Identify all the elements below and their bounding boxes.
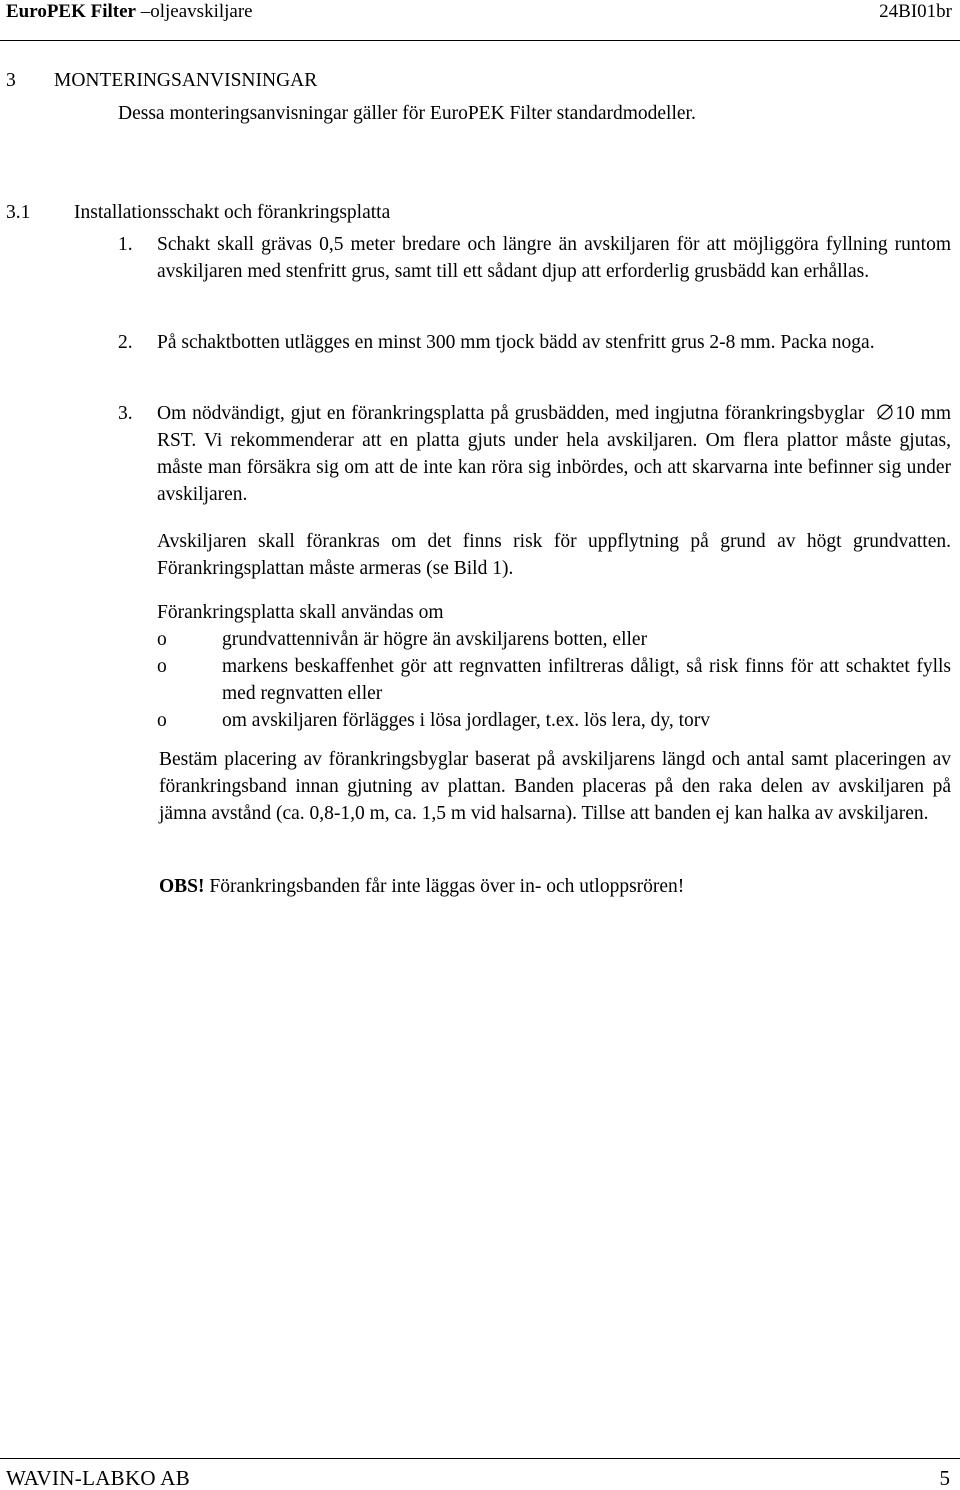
note-label: OBS!	[159, 876, 205, 897]
note	[159, 873, 684, 900]
footer-company: WAVIN-LABKO AB	[6, 1466, 191, 1490]
header-title-subtitle: –oljeavskiljare	[136, 1, 253, 22]
step-3-text-before: Om nödvändigt, gjut en förankringsplatta på grusbädden, med ingjutna förankringsbyglar	[157, 403, 871, 424]
footer-page-number: 5	[939, 1466, 950, 1490]
page-header	[0, 0, 960, 41]
anchor-usage-item: markens beskaffenhet gör att regnvatten infiltreras dåligt, så risk finns för att schaktet fylls med regnvatten eller	[222, 656, 951, 704]
step-2-number: 2.	[118, 332, 133, 353]
paragraph-placement: Bestäm placering av förankringsbyglar baserat på avskiljarens längd och antal samt placeringen av förankringsband innan gjutning av plattan. Banden placeras på den raka delen av avskiljaren på jämna avstånd (ca. 0,8-1,0 m, ca. 1,5 m vid halsarna). Tillse att banden ej kan halka av avskiljaren.	[159, 749, 951, 824]
header-title-product: EuroPEK Filter	[6, 1, 136, 22]
subsection-title: Installationsschakt och förankringsplatta	[74, 202, 391, 223]
bullet-marker: o	[157, 656, 167, 677]
header-title	[6, 0, 253, 24]
step-3-text-after: 10 mm RST. Vi rekommenderar att en platta gjuts under hela avskiljaren. Om flera plattor måste gjutas, måste man försäkra sig om att de inte kan röra sig inbördes, och att skarvarna inte befinner sig under avskiljaren.	[157, 403, 951, 505]
section-intro: Dessa monteringsanvisningar gäller för EuroPEK Filter standardmodeller.	[118, 103, 696, 124]
subsection-number: 3.1	[6, 202, 31, 223]
step-2-text: På schaktbotten utlägges en minst 300 mm tjock bädd av stenfritt grus 2-8 mm. Packa noga.	[157, 332, 875, 353]
step-3-number: 3.	[118, 403, 133, 424]
diameter-symbol-icon	[876, 403, 894, 421]
section-title: MONTERINGSANVISNINGAR	[54, 70, 318, 91]
footer-divider	[0, 1458, 960, 1459]
header-doc-code: 24BI01br	[879, 1, 952, 22]
anchor-usage-item: grundvattennivån är högre än avskiljarens botten, eller	[222, 629, 648, 650]
anchor-usage-lead: Förankringsplatta skall användas om	[157, 602, 444, 623]
bullet-marker: o	[157, 710, 167, 731]
note-text: Förankringsbanden får inte läggas över in- och utloppsrören!	[204, 876, 685, 897]
step-1-text: Schakt skall grävas 0,5 meter bredare och längre än avskiljaren för att möjliggöra fyllning runtom avskiljaren med stenfritt grus, samt till ett sådant djup att erforderlig grusbädd kan erhållas.	[157, 234, 951, 282]
bullet-marker: o	[157, 629, 167, 650]
step-1-number: 1.	[118, 234, 133, 255]
paragraph-flotation: Avskiljaren skall förankras om det finns risk för uppflytning på grund av högt grundvatten. Förankringsplattan måste armeras (se Bild 1).	[157, 531, 951, 579]
section-number: 3	[6, 70, 16, 91]
anchor-usage-item: om avskiljaren förlägges i lösa jordlager, t.ex. lös lera, dy, torv	[222, 710, 711, 731]
step-3-text	[157, 400, 951, 508]
